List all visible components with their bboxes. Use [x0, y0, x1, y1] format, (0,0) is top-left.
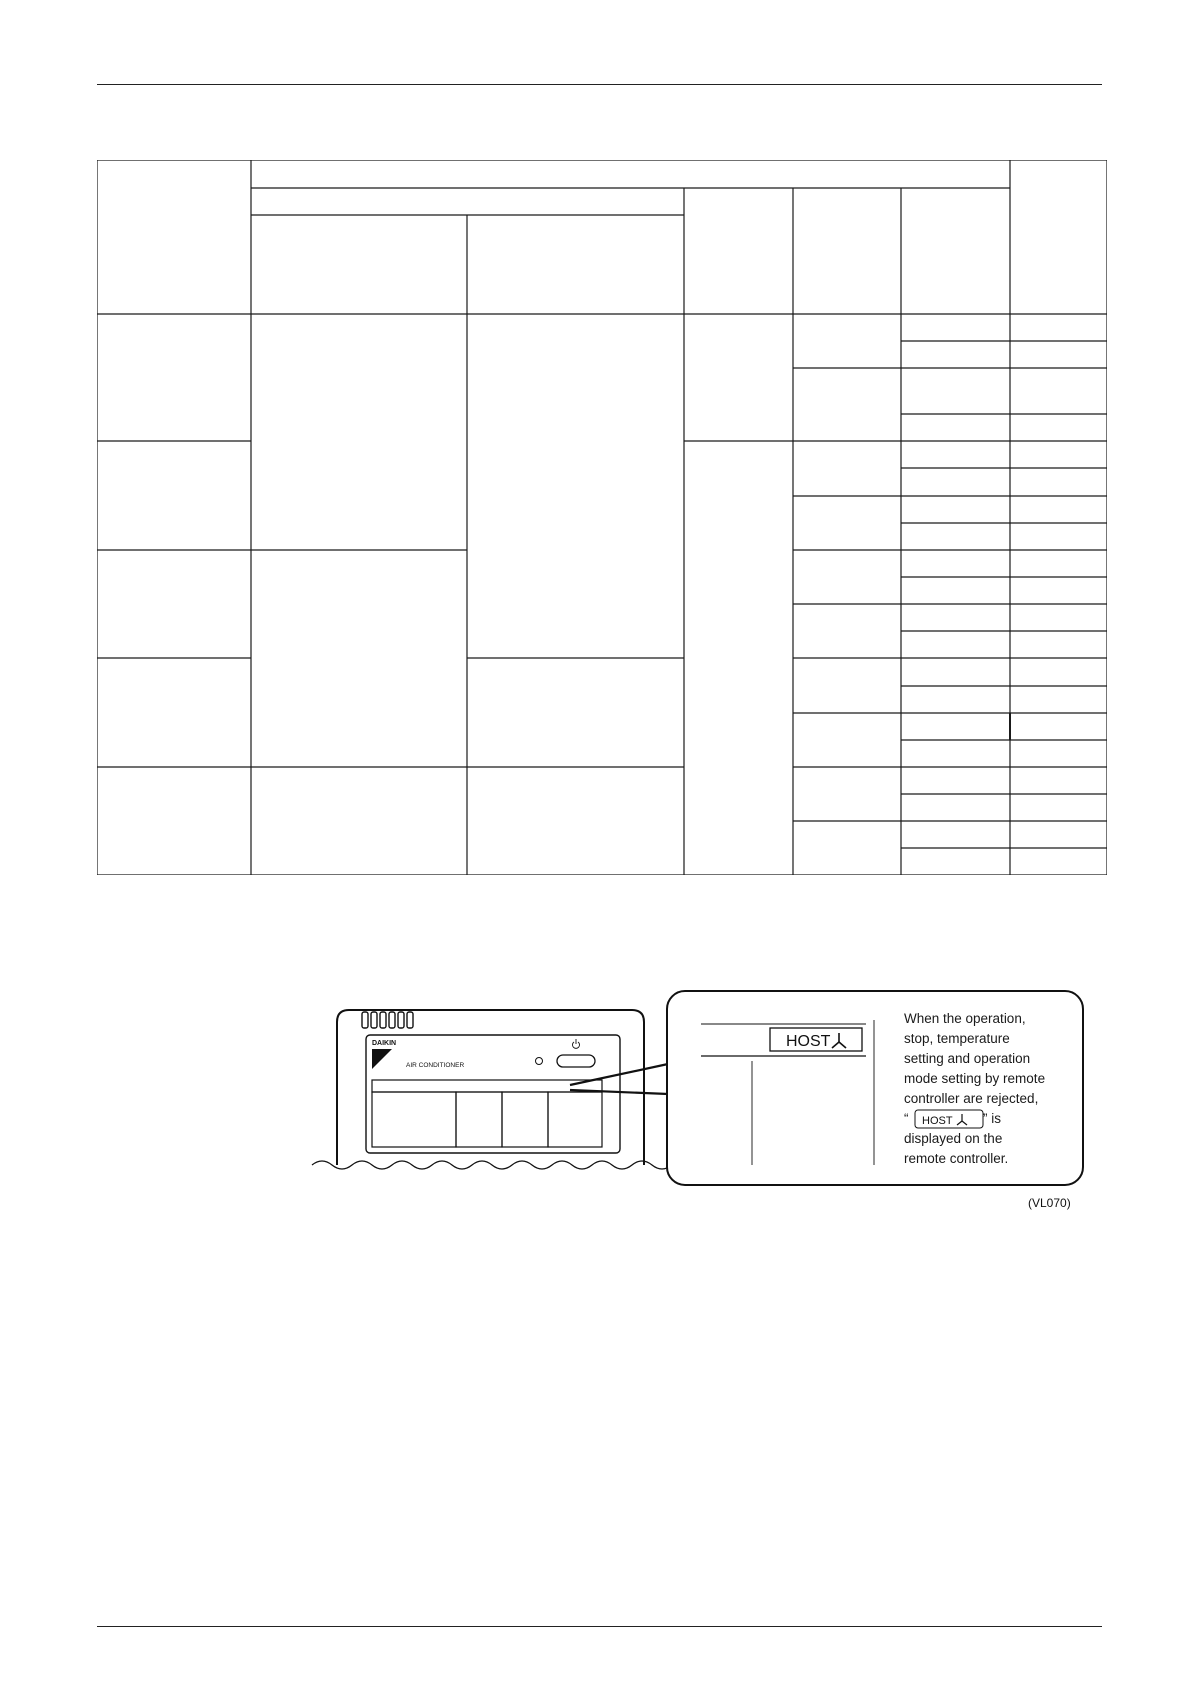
svg-text:HOST: HOST	[922, 1115, 953, 1127]
svg-text:stop, temperature: stop, temperature	[904, 1031, 1010, 1046]
remote-controller-illustration	[290, 985, 1090, 1190]
svg-text:” is: ” is	[983, 1111, 1001, 1126]
cut-line	[312, 1161, 672, 1169]
svg-text:controller are rejected,: controller are rejected,	[904, 1091, 1039, 1106]
daikin-logo-icon	[372, 1040, 396, 1069]
svg-text:displayed on the: displayed on the	[904, 1131, 1003, 1146]
indicator-led	[536, 1058, 543, 1065]
svg-text:remote controller.: remote controller.	[904, 1151, 1009, 1166]
lcd-display	[372, 1080, 602, 1092]
svg-text:DAIKIN: DAIKIN	[372, 1040, 397, 1047]
power-icon[interactable]	[557, 1039, 595, 1067]
figure-code: (VL070)	[1028, 1196, 1071, 1210]
svg-text:“: “	[904, 1111, 909, 1126]
button-row[interactable]	[372, 1092, 602, 1147]
svg-text:mode setting by remote: mode setting by remote	[904, 1071, 1046, 1086]
vent-slots	[362, 1012, 413, 1028]
header-rule	[97, 84, 1102, 85]
svg-text:When the operation,: When the operation,	[904, 1011, 1026, 1026]
svg-text:setting and operation: setting and operation	[904, 1051, 1031, 1066]
footer-rule	[97, 1626, 1102, 1627]
settings-table	[97, 160, 1107, 875]
svg-text:HOST: HOST	[786, 1033, 831, 1050]
unit-label: AIR CONDITIONER	[406, 1062, 465, 1069]
